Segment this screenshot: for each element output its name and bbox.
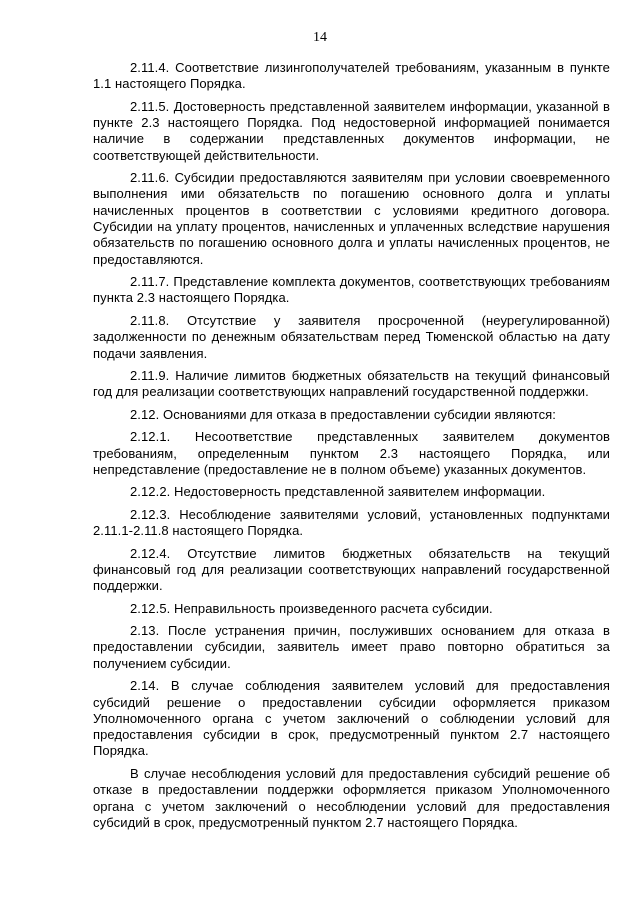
paragraph-2-12-3: 2.12.3. Несоблюдение заявителями условий, установленных подпунктами 2.11.1-2.11.8 настоящего Порядка. <box>93 506 610 539</box>
paragraph-2-11-8: 2.11.8. Отсутствие у заявителя просроченной (неурегулированной) задолженности по денежным обязательствам перед Тюменской областью на дату подачи заявления. <box>93 312 610 361</box>
paragraph-2-11-7: 2.11.7. Представление комплекта документов, соответствующих требованиям пункта 2.3 настоящего Порядка. <box>93 274 610 306</box>
paragraph-2-11-9: 2.11.9. Наличие лимитов бюджетных обязательств на текущий финансовый год для реализации соответствующих направлений государственной поддержки. <box>93 367 610 400</box>
paragraph-2-11-6: 2.11.6. Субсидии предоставляются заявителям при условии своевременного выполнения ими обязательств по погашению основного долга и уплаты начисленных процентов в соответствии с условиями кредитного договора. Субсидии на уплату процентов, начисленных и уплаченных вследствие нарушения обязательств по погашению основного долга и уплаты начисленных процентов, не предоставляются. <box>93 170 610 267</box>
paragraph-2-14: 2.14. В случае соблюдения заявителем условий для предоставления субсидий решение о предоставлении субсидии оформляется приказом Уполномоченного органа с учетом заключений о соблюдении условий для предоставления субсидии в срок, предусмотренный пунктом 2.7 настоящего Порядка. <box>93 678 610 759</box>
paragraph-2-12-1: 2.12.1. Несоответствие представленных заявителем документов требованиям, определенным пунктом 2.3 настоящего Порядка, или непредставление (предоставление не в полном объеме) указанных документов. <box>93 429 610 477</box>
document-body <box>93 60 610 837</box>
paragraph-2-12-5: 2.12.5. Неправильность произведенного расчета субсидии. <box>130 600 493 616</box>
paragraph-2-11-4: 2.11.4. Соответствие лизингополучателей требованиям, указанным в пункте 1.1 настоящего Порядка. <box>93 60 610 92</box>
paragraph-refusal: В случае несоблюдения условий для предоставления субсидий решение об отказе в предоставлении поддержки оформляется приказом Уполномоченного органа с учетом заключений о несоблюдении условий для предоставления субсидий в срок, предусмотренный пунктом 2.7 настоящего Порядка. <box>93 765 610 830</box>
paragraph-2-12: 2.12. Основаниями для отказа в предоставлении субсидии являются: <box>130 406 556 422</box>
paragraph-2-13: 2.13. После устранения причин, послуживших основанием для отказа в предоставлении субсидии, заявитель имеет право повторно обратиться за получением субсидии. <box>93 623 610 671</box>
paragraph-2-12-2: 2.12.2. Недостоверность представленной заявителем информации. <box>130 484 546 500</box>
paragraph-2-12-4: 2.12.4. Отсутствие лимитов бюджетных обязательств на текущий финансовый год для реализации соответствующих направлений государственной поддержки. <box>93 545 610 594</box>
page-number: 14 <box>313 30 327 45</box>
paragraph-2-11-5: 2.11.5. Достоверность представленной заявителем информации, указанной в пункте 2.3 настоящего Порядка. Под недостоверной информацией понимается наличие в содержании представленных документов информации, не соответствующей действительности. <box>93 98 610 163</box>
